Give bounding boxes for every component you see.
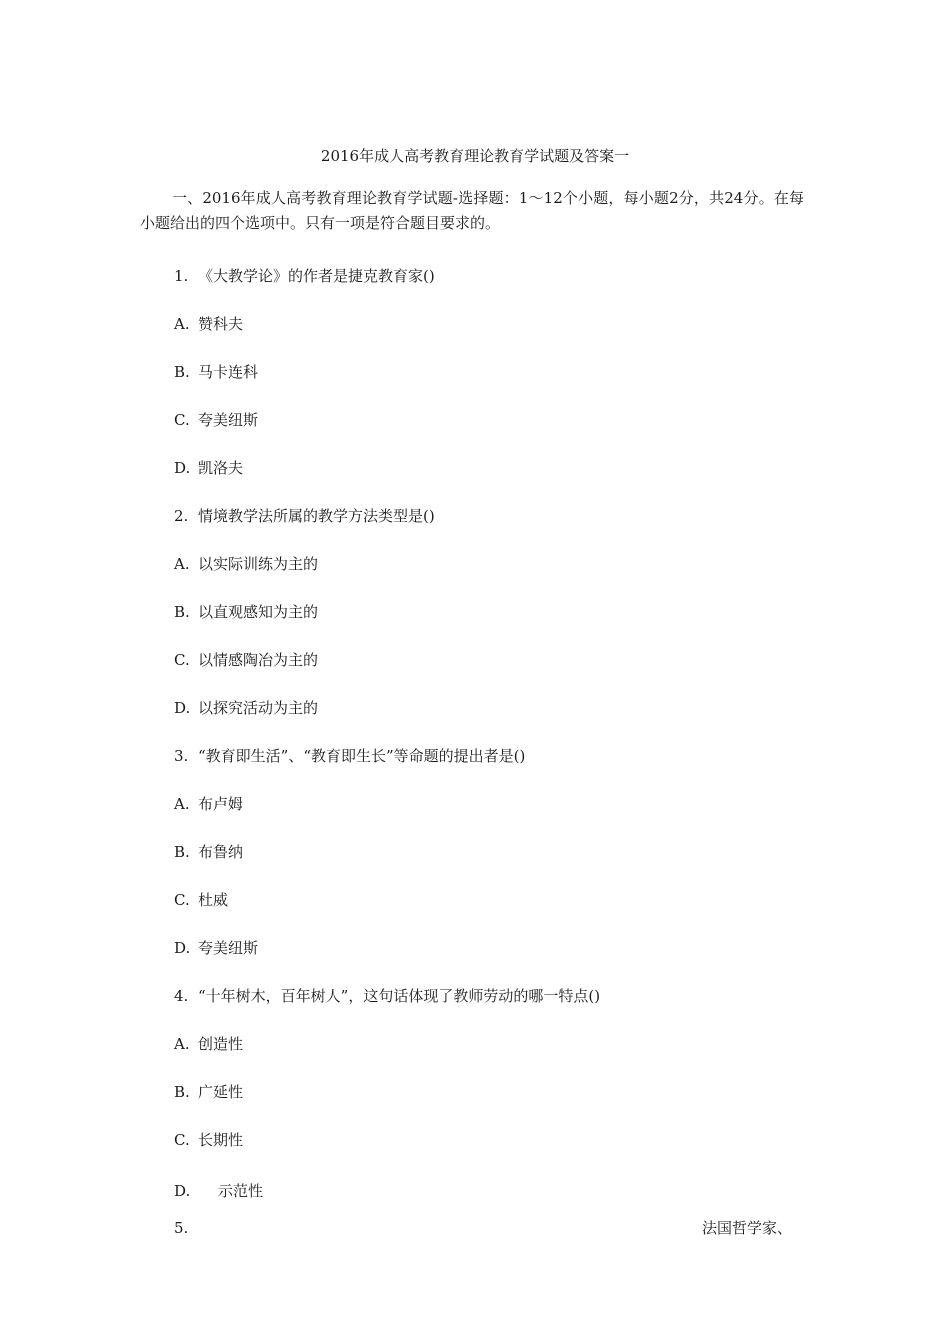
question-5-text: 法国哲学家、: [701, 1219, 792, 1237]
option-letter: D.: [174, 459, 191, 477]
option-text: 赞科夫: [198, 315, 244, 333]
q2-option-a: [174, 554, 318, 574]
question-text: 《大教学论》的作者是捷克教育家(): [198, 267, 435, 285]
q3-option-c: [174, 890, 228, 910]
question-number: 5.: [174, 1219, 189, 1237]
option-text: 示范性: [218, 1182, 264, 1200]
option-letter: A.: [174, 1035, 190, 1053]
q2-option-c: [174, 650, 318, 670]
question-number: 4.: [174, 987, 189, 1005]
option-letter: B.: [174, 1083, 190, 1101]
option-letter: A.: [174, 315, 190, 333]
option-letter: A.: [174, 795, 190, 813]
q1-option-a: [174, 314, 243, 334]
question-text: “教育即生活”、“教育即生长”等命题的提出者是(): [198, 747, 526, 765]
document-title: 2016年成人高考教育理论教育学试题及答案一: [320, 147, 630, 165]
q1-option-b: [174, 362, 258, 382]
option-letter: D.: [174, 699, 191, 717]
question-number: 3.: [174, 747, 189, 765]
option-text: 创造性: [198, 1035, 244, 1053]
option-text: 布卢姆: [198, 795, 244, 813]
intro-paragraph: 一、2016年成人高考教育理论教育学试题-选择题：1～12个小题，每小题2分，共24分。在每小题给出的四个选项中。只有一项是符合题目要求的。: [140, 189, 804, 232]
q4-option-b: [174, 1082, 243, 1102]
option-letter: D.: [174, 1182, 191, 1200]
option-text: 夸美纽斯: [198, 939, 259, 957]
option-letter: B.: [174, 363, 190, 381]
question-4: [174, 986, 600, 1006]
option-text: 广延性: [198, 1083, 244, 1101]
question-number: 2.: [174, 507, 189, 525]
option-letter: A.: [174, 555, 190, 573]
q4-option-c: [174, 1130, 243, 1150]
q1-option-c: [174, 410, 258, 430]
q2-option-b: [174, 602, 318, 622]
option-text: 杜威: [198, 891, 229, 909]
option-letter: C.: [174, 411, 190, 429]
question-5: [174, 1218, 198, 1238]
q3-option-d: [174, 938, 258, 958]
q3-option-a: [174, 794, 243, 814]
option-letter: B.: [174, 603, 190, 621]
q4-option-a: [174, 1034, 243, 1054]
option-letter: C.: [174, 1131, 190, 1149]
option-text: 马卡连科: [198, 363, 259, 381]
question-text: “十年树木，百年树人”，这句话体现了教师劳动的哪一特点(): [198, 987, 601, 1005]
option-text: 凯洛夫: [198, 459, 244, 477]
q3-option-b: [174, 842, 243, 862]
question-number: 1.: [174, 267, 189, 285]
q1-option-d: [174, 458, 243, 478]
question-2: [174, 506, 435, 526]
option-letter: B.: [174, 843, 190, 861]
option-letter: C.: [174, 891, 190, 909]
option-text: 夸美纽斯: [198, 411, 259, 429]
option-text: 以情感陶冶为主的: [198, 651, 319, 669]
option-text: 长期性: [198, 1131, 244, 1149]
question-1: [174, 266, 435, 286]
option-text: 以探究活动为主的: [198, 699, 319, 717]
question-text: 情境教学法所属的教学方法类型是(): [198, 507, 435, 525]
option-letter: D.: [174, 939, 191, 957]
q4-option-d: [174, 1181, 263, 1201]
option-text: 以直观感知为主的: [198, 603, 319, 621]
question-3: [174, 746, 525, 766]
q2-option-d: [174, 698, 318, 718]
option-text: 布鲁纳: [198, 843, 244, 861]
option-text: 以实际训练为主的: [198, 555, 319, 573]
option-letter: C.: [174, 651, 190, 669]
